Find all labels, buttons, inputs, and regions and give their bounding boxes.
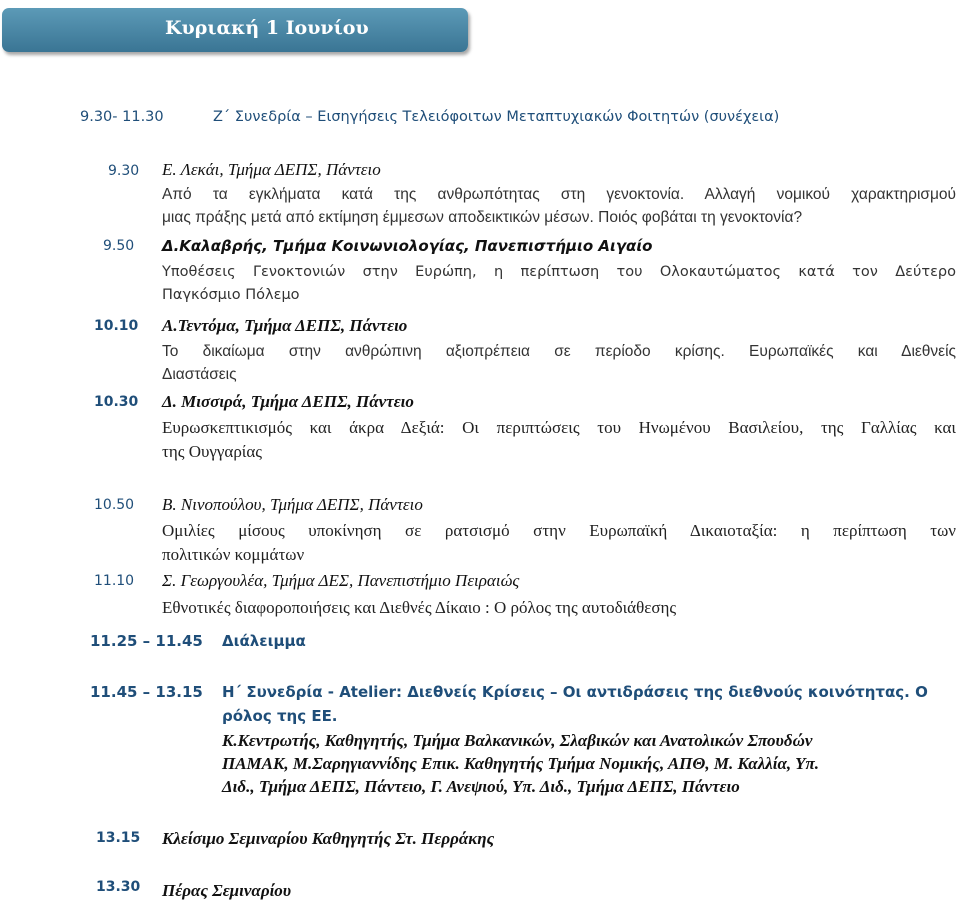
talk-time: 10.10 (94, 318, 139, 334)
session-h-time: 11.45 – 13.15 (90, 683, 203, 701)
talk-topic-line: Το δικαίωμα στην ανθρώπινη αξιοπρέπεια σε περίοδο κρίσης. Ευρωπαϊκές και Διεθνείς (162, 343, 956, 360)
date-header (2, 8, 468, 52)
talk-topic-line: Παγκόσμιο Πόλεμο (162, 287, 300, 303)
talk-time: 10.50 (94, 497, 135, 513)
session-h-title-line: ρόλος της ΕΕ. (222, 707, 338, 725)
talk-speaker: Β. Νινοπούλου, Τμήμα ΔΕΠΣ, Πάντειο (162, 495, 423, 514)
session-z-title: Ζ΄ Συνεδρία – Εισηγήσεις Τελειόφοιτων Μεταπτυχιακών Φοιτητών (συνέχεια) (213, 109, 780, 125)
end-label: Πέρας Σεμιναρίου (162, 881, 292, 900)
talk-speaker: Ε. Λεκάι, Τμήμα ΔΕΠΣ, Πάντειο (162, 160, 381, 179)
end-time: 13.30 (96, 879, 141, 895)
talk-time: 9.50 (103, 238, 135, 254)
session-h-panel-line: Κ.Κεντρωτής, Καθηγητής, Τμήμα Βαλκανικών, Σλαβικών και Ανατολικών Σπουδών (222, 731, 813, 750)
break-time: 11.25 – 11.45 (90, 632, 203, 650)
talk-topic-line: Ευρωσκεπτικισμός και άκρα Δεξιά: Οι περιπτώσεις του Ηνωμένου Βασιλείου, της Γαλλίας και (162, 418, 956, 437)
session-h-title-line: Η΄ Συνεδρία - Atelier: Διεθνείς Κρίσεις – Οι αντιδράσεις της διεθνούς κοινότητας. Ο (222, 683, 928, 701)
talk-topic-line: της Ουγγαρίας (162, 442, 263, 461)
talk-speaker: Α.Τεντόμα, Τμήμα ΔΕΠΣ, Πάντειο (162, 316, 408, 335)
talk-topic-line: μιας πράξης μετά από εκτίμηση έμμεσων αποδεικτικών μέσων. Ποιός φοβάται τη γενοκτονία? (162, 209, 803, 226)
talk-topic-line: Από τα εγκλήματα κατά της ανθρωπότητας στη γενοκτονία. Αλλαγή νομικού χαρακτηρισμού (162, 186, 956, 203)
session-h-panel-line: ΠΑΜΑΚ, Μ.Σαρηγιαννίδης Επικ. Καθηγητής Τμήμα Νομικής, ΑΠΘ, Μ. Καλλία, Υπ. (222, 754, 820, 773)
closing-label: Κλείσιμο Σεμιναρίου Καθηγητής Στ. Περράκης (162, 829, 495, 848)
talk-topic-line: Διαστάσεις (162, 366, 237, 383)
closing-time: 13.15 (96, 830, 141, 846)
talk-topic-line: Ομιλίες μίσους υποκίνηση σε ρατσισμό στην Ευρωπαϊκή Δικαιοταξία: η περίπτωση των (162, 521, 956, 540)
talk-time: 10.30 (94, 394, 139, 410)
talk-time: 9.30 (108, 163, 140, 179)
session-z-time: 9.30- 11.30 (80, 109, 164, 125)
break-label: Διάλειμμα (222, 632, 306, 650)
talk-topic-line: Εθνοτικές διαφοροποιήσεις και Διεθνές Δίκαιο : Ο ρόλος της αυτοδιάθεσης (162, 598, 677, 617)
talk-speaker: Δ. Μισσιρά, Τμήμα ΔΕΠΣ, Πάντειο (162, 392, 414, 411)
talk-speaker: Σ. Γεωργουλέα, Τμήμα ΔΕΣ, Πανεπιστήμιο Πειραιώς (162, 571, 520, 590)
session-h-panel-line: Διδ., Τμήμα ΔΕΠΣ, Πάντειο, Γ. Ανεψιού, Υπ. Διδ., Τμήμα ΔΕΠΣ, Πάντειο (222, 777, 740, 796)
talk-time: 11.10 (94, 573, 135, 589)
talk-topic-line: πολιτικών κομμάτων (162, 545, 305, 564)
date-title: Κυριακή 1 Ιουνίου (165, 17, 369, 39)
talk-speaker: Δ.Καλαβρής, Τμήμα Κοινωνιολογίας, Πανεπιστήμιο Αιγαίο (162, 237, 653, 255)
talk-topic-line: Υποθέσεις Γενοκτονιών στην Ευρώπη, η περίπτωση του Ολοκαυτώματος κατά τον Δεύτερο (162, 264, 956, 280)
